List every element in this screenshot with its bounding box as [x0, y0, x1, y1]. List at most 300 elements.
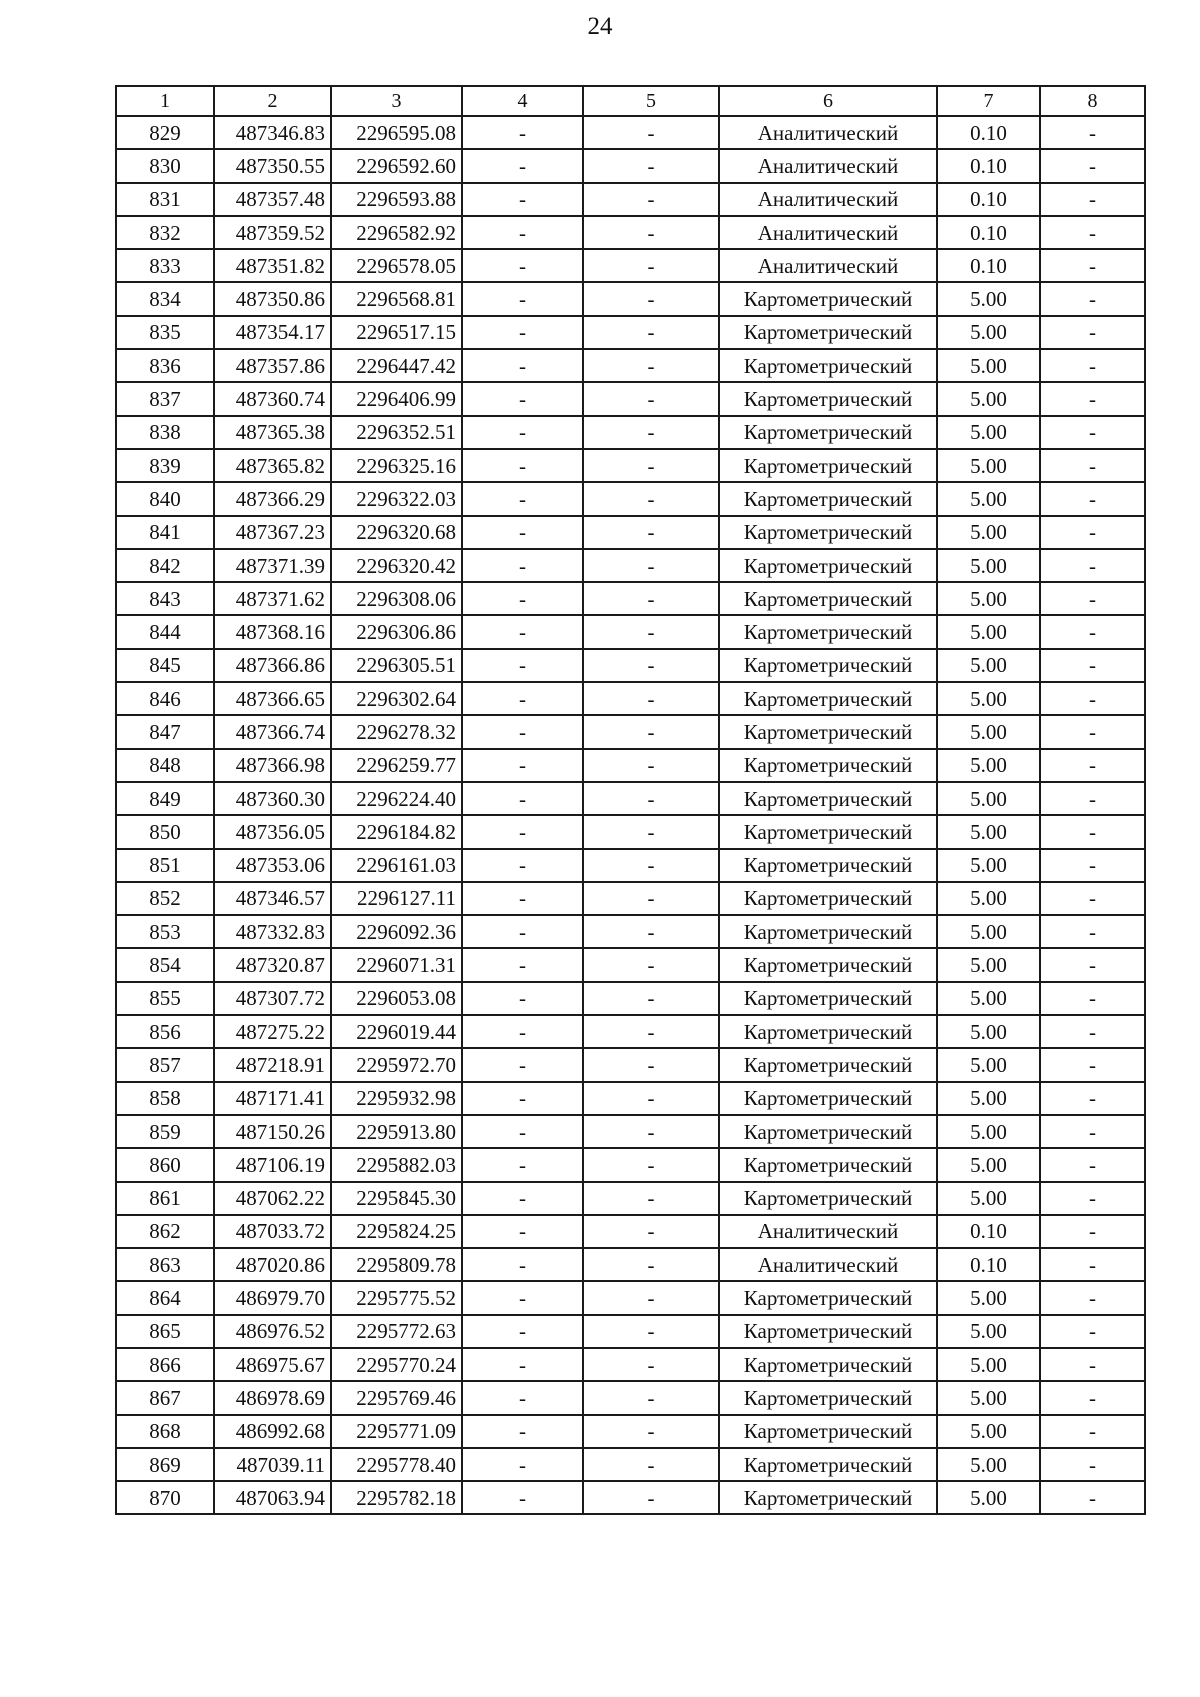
point-number-cell: 869	[116, 1448, 214, 1481]
method-cell: Картометрический	[719, 915, 937, 948]
y-coordinate-cell: 2296406.99	[331, 382, 462, 415]
table-row	[116, 1248, 1145, 1281]
accuracy-cell: 5.00	[937, 915, 1040, 948]
table-row	[116, 1048, 1145, 1081]
accuracy-cell: 5.00	[937, 1182, 1040, 1215]
column-8-cell: -	[1040, 1248, 1145, 1281]
column-5-cell: -	[583, 715, 719, 748]
column-4-cell: -	[462, 1448, 583, 1481]
method-cell: Картометрический	[719, 1148, 937, 1181]
point-number-cell: 861	[116, 1182, 214, 1215]
method-cell: Картометрический	[719, 482, 937, 515]
table-row	[116, 1015, 1145, 1048]
column-5-cell: -	[583, 815, 719, 848]
method-cell: Картометрический	[719, 749, 937, 782]
column-8-cell: -	[1040, 1348, 1145, 1381]
x-coordinate-cell: 487150.26	[214, 1115, 331, 1148]
point-number-cell: 834	[116, 282, 214, 315]
column-header: 6	[719, 86, 937, 116]
accuracy-cell: 0.10	[937, 1215, 1040, 1248]
column-5-cell: -	[583, 149, 719, 182]
accuracy-cell: 5.00	[937, 449, 1040, 482]
method-cell: Картометрический	[719, 1048, 937, 1081]
accuracy-cell: 5.00	[937, 682, 1040, 715]
column-4-cell: -	[462, 216, 583, 249]
table-row	[116, 382, 1145, 415]
y-coordinate-cell: 2295772.63	[331, 1315, 462, 1348]
table-row	[116, 948, 1145, 981]
accuracy-cell: 5.00	[937, 349, 1040, 382]
column-8-cell: -	[1040, 815, 1145, 848]
column-4-cell: -	[462, 449, 583, 482]
column-8-cell: -	[1040, 249, 1145, 282]
column-5-cell: -	[583, 882, 719, 915]
point-number-cell: 859	[116, 1115, 214, 1148]
method-cell: Картометрический	[719, 815, 937, 848]
method-cell: Картометрический	[719, 649, 937, 682]
column-4-cell: -	[462, 382, 583, 415]
y-coordinate-cell: 2295775.52	[331, 1281, 462, 1314]
accuracy-cell: 5.00	[937, 516, 1040, 549]
column-4-cell: -	[462, 1481, 583, 1514]
column-5-cell: -	[583, 1248, 719, 1281]
column-4-cell: -	[462, 1048, 583, 1081]
y-coordinate-cell: 2296278.32	[331, 715, 462, 748]
column-8-cell: -	[1040, 449, 1145, 482]
point-number-cell: 870	[116, 1481, 214, 1514]
accuracy-cell: 5.00	[937, 549, 1040, 582]
table-row	[116, 682, 1145, 715]
column-4-cell: -	[462, 1348, 583, 1381]
table-row	[116, 516, 1145, 549]
method-cell: Картометрический	[719, 582, 937, 615]
y-coordinate-cell: 2296568.81	[331, 282, 462, 315]
x-coordinate-cell: 487353.06	[214, 849, 331, 882]
x-coordinate-cell: 487356.05	[214, 815, 331, 848]
point-number-cell: 839	[116, 449, 214, 482]
x-coordinate-cell: 487275.22	[214, 1015, 331, 1048]
table-row	[116, 1348, 1145, 1381]
table-row	[116, 482, 1145, 515]
point-number-cell: 840	[116, 482, 214, 515]
x-coordinate-cell: 487350.55	[214, 149, 331, 182]
y-coordinate-cell: 2295882.03	[331, 1148, 462, 1181]
point-number-cell: 845	[116, 649, 214, 682]
point-number-cell: 857	[116, 1048, 214, 1081]
column-5-cell: -	[583, 449, 719, 482]
column-4-cell: -	[462, 1415, 583, 1448]
y-coordinate-cell: 2296053.08	[331, 982, 462, 1015]
column-4-cell: -	[462, 149, 583, 182]
accuracy-cell: 5.00	[937, 1315, 1040, 1348]
column-8-cell: -	[1040, 183, 1145, 216]
x-coordinate-cell: 487354.17	[214, 316, 331, 349]
x-coordinate-cell: 487039.11	[214, 1448, 331, 1481]
point-number-cell: 835	[116, 316, 214, 349]
column-8-cell: -	[1040, 1048, 1145, 1081]
table-row	[116, 782, 1145, 815]
y-coordinate-cell: 2296092.36	[331, 915, 462, 948]
column-4-cell: -	[462, 1248, 583, 1281]
table-row	[116, 1448, 1145, 1481]
x-coordinate-cell: 487332.83	[214, 915, 331, 948]
column-5-cell: -	[583, 1148, 719, 1181]
y-coordinate-cell: 2295824.25	[331, 1215, 462, 1248]
column-4-cell: -	[462, 1315, 583, 1348]
y-coordinate-cell: 2296582.92	[331, 216, 462, 249]
method-cell: Картометрический	[719, 1481, 937, 1514]
point-number-cell: 864	[116, 1281, 214, 1314]
column-4-cell: -	[462, 482, 583, 515]
column-8-cell: -	[1040, 1448, 1145, 1481]
accuracy-cell: 5.00	[937, 882, 1040, 915]
column-8-cell: -	[1040, 1182, 1145, 1215]
column-8-cell: -	[1040, 1015, 1145, 1048]
accuracy-cell: 0.10	[937, 249, 1040, 282]
method-cell: Картометрический	[719, 982, 937, 1015]
point-number-cell: 843	[116, 582, 214, 615]
column-4-cell: -	[462, 1082, 583, 1115]
point-number-cell: 852	[116, 882, 214, 915]
table-body	[116, 116, 1145, 1514]
method-cell: Аналитический	[719, 149, 937, 182]
point-number-cell: 850	[116, 815, 214, 848]
table-row	[116, 1481, 1145, 1514]
table-row	[116, 915, 1145, 948]
method-cell: Картометрический	[719, 1381, 937, 1414]
y-coordinate-cell: 2295932.98	[331, 1082, 462, 1115]
column-header: 4	[462, 86, 583, 116]
column-4-cell: -	[462, 1015, 583, 1048]
y-coordinate-cell: 2296224.40	[331, 782, 462, 815]
column-4-cell: -	[462, 1115, 583, 1148]
table-row	[116, 1182, 1145, 1215]
column-5-cell: -	[583, 1415, 719, 1448]
column-8-cell: -	[1040, 1381, 1145, 1414]
x-coordinate-cell: 487320.87	[214, 948, 331, 981]
column-5-cell: -	[583, 1015, 719, 1048]
accuracy-cell: 5.00	[937, 1148, 1040, 1181]
table-row	[116, 149, 1145, 182]
accuracy-cell: 5.00	[937, 815, 1040, 848]
x-coordinate-cell: 487351.82	[214, 249, 331, 282]
method-cell: Картометрический	[719, 1015, 937, 1048]
y-coordinate-cell: 2295845.30	[331, 1182, 462, 1215]
column-4-cell: -	[462, 649, 583, 682]
accuracy-cell: 0.10	[937, 149, 1040, 182]
point-number-cell: 837	[116, 382, 214, 415]
point-number-cell: 858	[116, 1082, 214, 1115]
column-4-cell: -	[462, 682, 583, 715]
column-5-cell: -	[583, 1315, 719, 1348]
column-8-cell: -	[1040, 715, 1145, 748]
table-row	[116, 1215, 1145, 1248]
x-coordinate-cell: 487307.72	[214, 982, 331, 1015]
accuracy-cell: 5.00	[937, 482, 1040, 515]
column-4-cell: -	[462, 316, 583, 349]
accuracy-cell: 0.10	[937, 116, 1040, 149]
x-coordinate-cell: 487365.38	[214, 416, 331, 449]
x-coordinate-cell: 487106.19	[214, 1148, 331, 1181]
x-coordinate-cell: 487371.39	[214, 549, 331, 582]
column-5-cell: -	[583, 749, 719, 782]
table-row	[116, 1281, 1145, 1314]
accuracy-cell: 5.00	[937, 782, 1040, 815]
point-number-cell: 847	[116, 715, 214, 748]
table-row	[116, 349, 1145, 382]
point-number-cell: 838	[116, 416, 214, 449]
y-coordinate-cell: 2296517.15	[331, 316, 462, 349]
table-row	[116, 416, 1145, 449]
point-number-cell: 860	[116, 1148, 214, 1181]
table-row	[116, 715, 1145, 748]
method-cell: Картометрический	[719, 416, 937, 449]
x-coordinate-cell: 487366.65	[214, 682, 331, 715]
accuracy-cell: 5.00	[937, 649, 1040, 682]
column-4-cell: -	[462, 549, 583, 582]
point-number-cell: 836	[116, 349, 214, 382]
y-coordinate-cell: 2295769.46	[331, 1381, 462, 1414]
y-coordinate-cell: 2295972.70	[331, 1048, 462, 1081]
accuracy-cell: 5.00	[937, 416, 1040, 449]
point-number-cell: 856	[116, 1015, 214, 1048]
column-4-cell: -	[462, 1381, 583, 1414]
column-8-cell: -	[1040, 649, 1145, 682]
accuracy-cell: 0.10	[937, 1248, 1040, 1281]
x-coordinate-cell: 487346.83	[214, 116, 331, 149]
y-coordinate-cell: 2296595.08	[331, 116, 462, 149]
point-number-cell: 867	[116, 1381, 214, 1414]
y-coordinate-cell: 2296352.51	[331, 416, 462, 449]
column-4-cell: -	[462, 582, 583, 615]
y-coordinate-cell: 2296325.16	[331, 449, 462, 482]
x-coordinate-cell: 487365.82	[214, 449, 331, 482]
y-coordinate-cell: 2295913.80	[331, 1115, 462, 1148]
method-cell: Аналитический	[719, 216, 937, 249]
accuracy-cell: 5.00	[937, 1481, 1040, 1514]
column-8-cell: -	[1040, 516, 1145, 549]
table-row	[116, 582, 1145, 615]
column-5-cell: -	[583, 1082, 719, 1115]
method-cell: Картометрический	[719, 516, 937, 549]
column-8-cell: -	[1040, 1415, 1145, 1448]
y-coordinate-cell: 2296447.42	[331, 349, 462, 382]
column-5-cell: -	[583, 1115, 719, 1148]
column-header: 2	[214, 86, 331, 116]
column-5-cell: -	[583, 649, 719, 682]
table-row	[116, 615, 1145, 648]
point-number-cell: 842	[116, 549, 214, 582]
method-cell: Картометрический	[719, 1281, 937, 1314]
accuracy-cell: 5.00	[937, 948, 1040, 981]
point-number-cell: 829	[116, 116, 214, 149]
column-4-cell: -	[462, 282, 583, 315]
column-5-cell: -	[583, 1448, 719, 1481]
accuracy-cell: 0.10	[937, 183, 1040, 216]
coordinates-table	[115, 85, 1146, 1515]
method-cell: Картометрический	[719, 615, 937, 648]
y-coordinate-cell: 2296259.77	[331, 749, 462, 782]
accuracy-cell: 5.00	[937, 715, 1040, 748]
x-coordinate-cell: 487368.16	[214, 615, 331, 648]
accuracy-cell: 5.00	[937, 316, 1040, 349]
table-row	[116, 183, 1145, 216]
x-coordinate-cell: 487020.86	[214, 1248, 331, 1281]
method-cell: Картометрический	[719, 849, 937, 882]
column-8-cell: -	[1040, 482, 1145, 515]
column-8-cell: -	[1040, 615, 1145, 648]
column-4-cell: -	[462, 249, 583, 282]
column-4-cell: -	[462, 516, 583, 549]
y-coordinate-cell: 2295782.18	[331, 1481, 462, 1514]
x-coordinate-cell: 487366.29	[214, 482, 331, 515]
y-coordinate-cell: 2296019.44	[331, 1015, 462, 1048]
column-5-cell: -	[583, 1048, 719, 1081]
column-5-cell: -	[583, 615, 719, 648]
column-5-cell: -	[583, 183, 719, 216]
method-cell: Картометрический	[719, 1415, 937, 1448]
point-number-cell: 863	[116, 1248, 214, 1281]
y-coordinate-cell: 2296322.03	[331, 482, 462, 515]
column-5-cell: -	[583, 1348, 719, 1381]
method-cell: Картометрический	[719, 349, 937, 382]
table-row	[116, 282, 1145, 315]
column-5-cell: -	[583, 948, 719, 981]
method-cell: Картометрический	[719, 1348, 937, 1381]
column-4-cell: -	[462, 749, 583, 782]
method-cell: Аналитический	[719, 116, 937, 149]
column-8-cell: -	[1040, 316, 1145, 349]
point-number-cell: 849	[116, 782, 214, 815]
column-5-cell: -	[583, 1281, 719, 1314]
column-8-cell: -	[1040, 582, 1145, 615]
column-8-cell: -	[1040, 1315, 1145, 1348]
x-coordinate-cell: 487371.62	[214, 582, 331, 615]
column-5-cell: -	[583, 1381, 719, 1414]
x-coordinate-cell: 487366.74	[214, 715, 331, 748]
method-cell: Картометрический	[719, 282, 937, 315]
table-header-row	[116, 86, 1145, 116]
column-5-cell: -	[583, 116, 719, 149]
accuracy-cell: 5.00	[937, 749, 1040, 782]
x-coordinate-cell: 487357.86	[214, 349, 331, 382]
method-cell: Картометрический	[719, 1082, 937, 1115]
column-8-cell: -	[1040, 682, 1145, 715]
x-coordinate-cell: 487360.74	[214, 382, 331, 415]
x-coordinate-cell: 486992.68	[214, 1415, 331, 1448]
table-row	[116, 216, 1145, 249]
x-coordinate-cell: 487366.98	[214, 749, 331, 782]
table-row	[116, 1148, 1145, 1181]
method-cell: Аналитический	[719, 1215, 937, 1248]
column-4-cell: -	[462, 849, 583, 882]
column-header: 7	[937, 86, 1040, 116]
table-row	[116, 1082, 1145, 1115]
table-row	[116, 1415, 1145, 1448]
x-coordinate-cell: 487357.48	[214, 183, 331, 216]
table-row	[116, 116, 1145, 149]
column-8-cell: -	[1040, 915, 1145, 948]
column-8-cell: -	[1040, 982, 1145, 1015]
y-coordinate-cell: 2296320.68	[331, 516, 462, 549]
column-8-cell: -	[1040, 1148, 1145, 1181]
accuracy-cell: 5.00	[937, 1281, 1040, 1314]
column-5-cell: -	[583, 349, 719, 382]
x-coordinate-cell: 486978.69	[214, 1381, 331, 1414]
column-4-cell: -	[462, 815, 583, 848]
y-coordinate-cell: 2296302.64	[331, 682, 462, 715]
page-number: 24	[587, 13, 613, 40]
column-8-cell: -	[1040, 416, 1145, 449]
y-coordinate-cell: 2296306.86	[331, 615, 462, 648]
y-coordinate-cell: 2296184.82	[331, 815, 462, 848]
column-4-cell: -	[462, 1182, 583, 1215]
column-5-cell: -	[583, 549, 719, 582]
accuracy-cell: 5.00	[937, 1415, 1040, 1448]
accuracy-cell: 5.00	[937, 849, 1040, 882]
table-row	[116, 749, 1145, 782]
method-cell: Аналитический	[719, 1248, 937, 1281]
column-5-cell: -	[583, 482, 719, 515]
y-coordinate-cell: 2295771.09	[331, 1415, 462, 1448]
column-8-cell: -	[1040, 149, 1145, 182]
y-coordinate-cell: 2296578.05	[331, 249, 462, 282]
accuracy-cell: 0.10	[937, 216, 1040, 249]
column-5-cell: -	[583, 282, 719, 315]
y-coordinate-cell: 2295778.40	[331, 1448, 462, 1481]
column-4-cell: -	[462, 948, 583, 981]
point-number-cell: 862	[116, 1215, 214, 1248]
method-cell: Аналитический	[719, 183, 937, 216]
x-coordinate-cell: 487346.57	[214, 882, 331, 915]
y-coordinate-cell: 2295809.78	[331, 1248, 462, 1281]
column-header: 3	[331, 86, 462, 116]
y-coordinate-cell: 2296593.88	[331, 183, 462, 216]
method-cell: Картометрический	[719, 1182, 937, 1215]
accuracy-cell: 5.00	[937, 1048, 1040, 1081]
x-coordinate-cell: 487218.91	[214, 1048, 331, 1081]
x-coordinate-cell: 487062.22	[214, 1182, 331, 1215]
point-number-cell: 844	[116, 615, 214, 648]
column-8-cell: -	[1040, 849, 1145, 882]
point-number-cell: 853	[116, 915, 214, 948]
method-cell: Картометрический	[719, 549, 937, 582]
table-row	[116, 982, 1145, 1015]
table-row	[116, 249, 1145, 282]
column-4-cell: -	[462, 1215, 583, 1248]
column-5-cell: -	[583, 1481, 719, 1514]
method-cell: Картометрический	[719, 782, 937, 815]
table-row	[116, 882, 1145, 915]
method-cell: Картометрический	[719, 382, 937, 415]
point-number-cell: 855	[116, 982, 214, 1015]
x-coordinate-cell: 487033.72	[214, 1215, 331, 1248]
column-8-cell: -	[1040, 882, 1145, 915]
accuracy-cell: 5.00	[937, 1348, 1040, 1381]
method-cell: Картометрический	[719, 316, 937, 349]
y-coordinate-cell: 2296305.51	[331, 649, 462, 682]
column-4-cell: -	[462, 1148, 583, 1181]
x-coordinate-cell: 487171.41	[214, 1082, 331, 1115]
method-cell: Аналитический	[719, 249, 937, 282]
table-row	[116, 1115, 1145, 1148]
method-cell: Картометрический	[719, 1315, 937, 1348]
y-coordinate-cell: 2296308.06	[331, 582, 462, 615]
column-8-cell: -	[1040, 1215, 1145, 1248]
point-number-cell: 866	[116, 1348, 214, 1381]
accuracy-cell: 5.00	[937, 1381, 1040, 1414]
column-8-cell: -	[1040, 1281, 1145, 1314]
